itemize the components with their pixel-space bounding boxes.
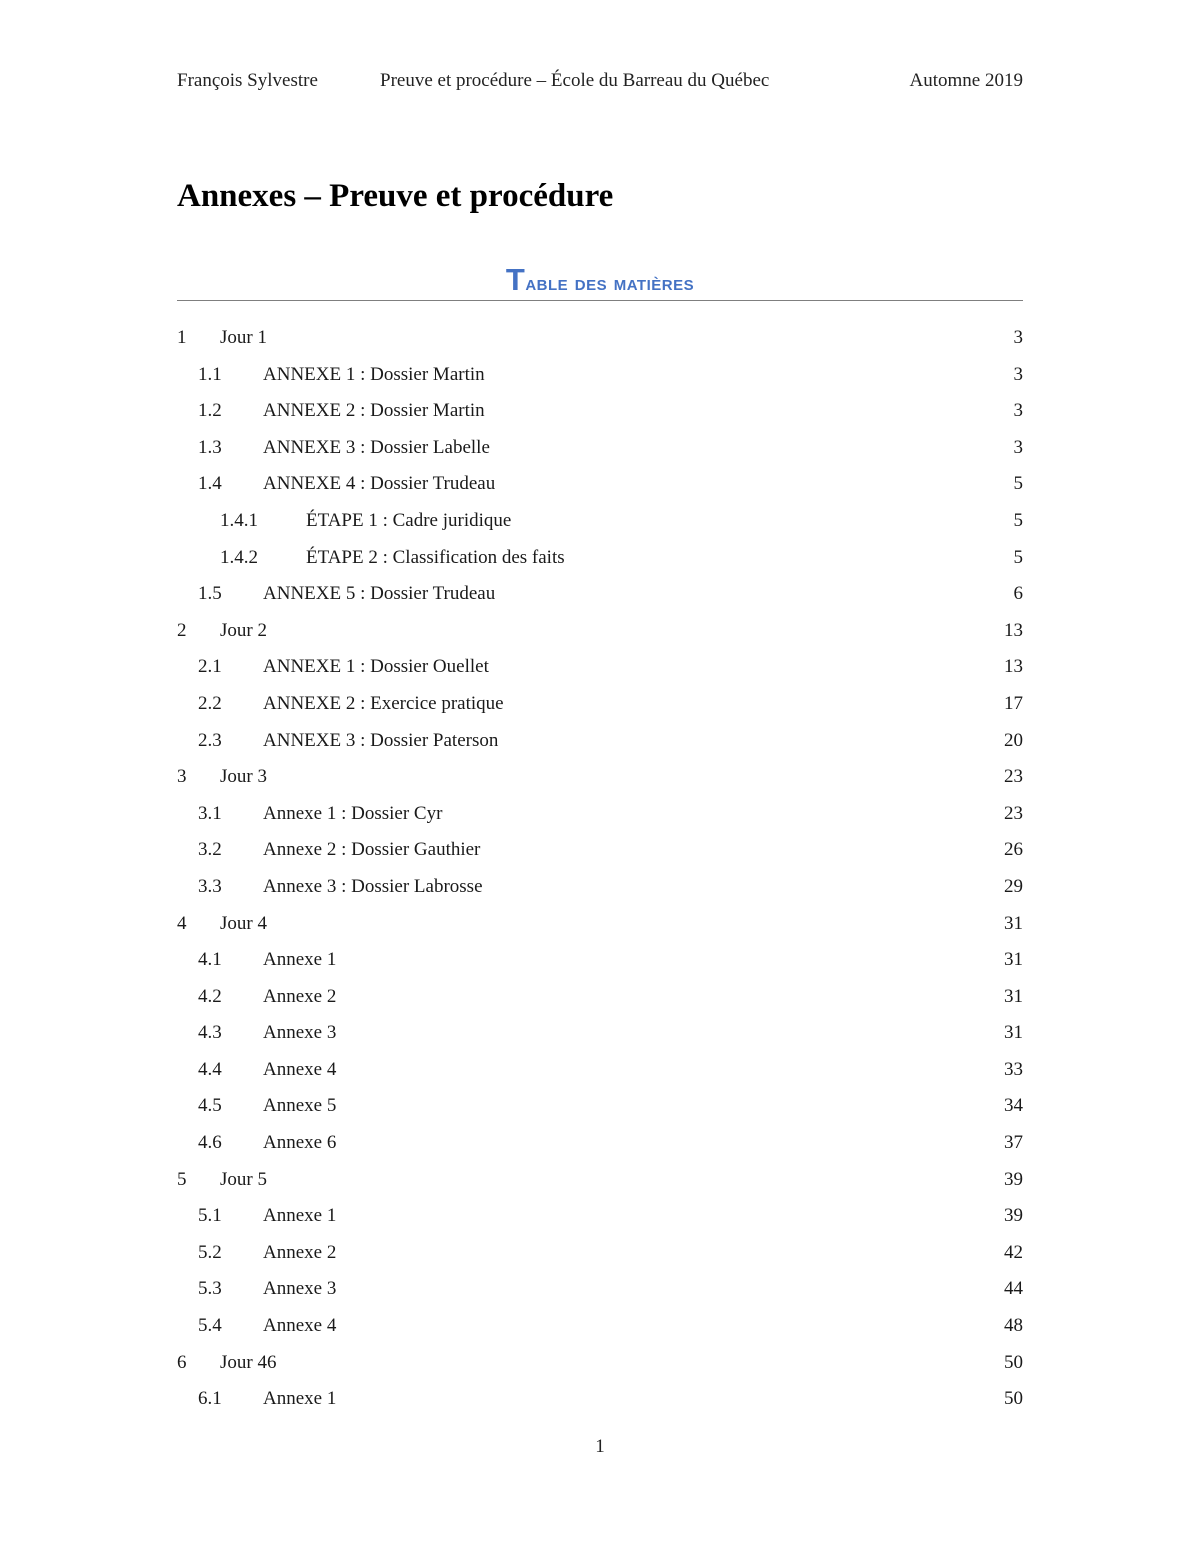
toc-entry[interactable] <box>177 759 1023 796</box>
toc-entry-number: 5.4 <box>198 1315 222 1337</box>
toc-entry-label: ANNEXE 2 : Exercice pratique <box>263 692 504 714</box>
toc-entry[interactable] <box>177 1345 1023 1382</box>
toc-entry-page: 13 <box>1004 649 1023 686</box>
footer-page-number: 1 <box>595 1436 605 1457</box>
toc-entry-page: 31 <box>1004 906 1023 943</box>
toc-entry-label: ANNEXE 1 : Dossier Martin <box>263 363 485 385</box>
toc-entry-page: 33 <box>1004 1052 1023 1089</box>
toc-entry-number: 1 <box>177 327 187 348</box>
toc-entry-label: ANNEXE 5 : Dossier Trudeau <box>263 583 496 605</box>
toc-entry[interactable] <box>177 869 1023 906</box>
toc-entry-number: 6.1 <box>198 1388 222 1410</box>
toc-entry-number: 5.2 <box>198 1241 222 1263</box>
toc-entry-number: 1.1 <box>198 363 222 385</box>
header-term: Automne 2019 <box>909 70 1023 91</box>
toc-entry[interactable] <box>177 1015 1023 1052</box>
toc-entry-label: Annexe 1 : Dossier Cyr <box>263 802 443 824</box>
toc-entry[interactable] <box>177 649 1023 686</box>
toc-entry-number: 2 <box>177 619 187 641</box>
toc-entry[interactable] <box>177 1088 1023 1125</box>
toc-entry-page: 3 <box>1014 393 1024 430</box>
toc-entry-number: 4.1 <box>198 949 222 971</box>
toc-entry-label: ANNEXE 4 : Dossier Trudeau <box>263 473 496 495</box>
toc-entry-page: 3 <box>1014 357 1024 394</box>
toc-entry-number: 4.2 <box>198 985 222 1007</box>
toc-entry-label: ANNEXE 3 : Dossier Labelle <box>263 436 490 458</box>
toc-entry-page: 23 <box>1004 796 1023 833</box>
toc-divider <box>177 300 1023 301</box>
toc-entry-label: Annexe 2 : Dossier Gauthier <box>263 839 481 861</box>
toc-entry-label: Annexe 6 <box>263 1132 337 1154</box>
toc-entry-label: ANNEXE 2 : Dossier Martin <box>263 400 485 422</box>
toc-entry[interactable] <box>177 540 1023 577</box>
toc-entry-number: 1.2 <box>198 400 222 422</box>
toc-entry-number: 5.3 <box>198 1278 222 1300</box>
toc-entry-number: 3.3 <box>198 875 222 897</box>
toc-entry-page: 29 <box>1004 869 1023 906</box>
toc-entry-label: ÉTAPE 1 : Cadre juridique <box>306 509 512 531</box>
toc-entry-number: 2.3 <box>198 729 222 751</box>
toc-entry-page: 6 <box>1014 576 1024 613</box>
toc-entry-page: 5 <box>1014 466 1024 503</box>
toc-entry-number: 4.6 <box>198 1132 222 1154</box>
toc-entry-label: Annexe 3 <box>263 1278 337 1300</box>
toc-entry[interactable] <box>177 942 1023 979</box>
toc-entry-label: Annexe 5 <box>263 1095 337 1117</box>
toc-entry-label: Jour 1 <box>220 327 267 348</box>
toc-entry[interactable] <box>177 1162 1023 1199</box>
toc-entry-page: 39 <box>1004 1162 1023 1199</box>
toc-entry-label: Annexe 3 <box>263 1022 337 1044</box>
running-header <box>177 70 1023 96</box>
toc-entry-page: 5 <box>1014 540 1024 577</box>
toc-entry[interactable] <box>177 576 1023 613</box>
toc-entry-label: Jour 3 <box>220 766 267 788</box>
toc-entry[interactable] <box>177 906 1023 943</box>
toc-entry[interactable] <box>177 503 1023 540</box>
header-course: Preuve et procédure – École du Barreau du Québec <box>380 70 770 91</box>
toc-entry[interactable] <box>177 832 1023 869</box>
toc-entry-label: Jour 2 <box>220 619 267 641</box>
toc-entry-label: Annexe 1 <box>263 949 337 971</box>
toc-entry-number: 5 <box>177 1168 187 1190</box>
toc-entry[interactable] <box>177 320 1023 357</box>
toc-entry-label: Jour 5 <box>220 1168 267 1190</box>
toc-entry-page: 31 <box>1004 1015 1023 1052</box>
toc-entry-page: 3 <box>1014 320 1024 357</box>
toc-entry-page: 50 <box>1004 1345 1023 1382</box>
toc-entry-label: Annexe 4 <box>263 1315 337 1337</box>
toc-entry-page: 48 <box>1004 1308 1023 1345</box>
toc-entry[interactable] <box>177 1271 1023 1308</box>
toc-entry-page: 37 <box>1004 1125 1023 1162</box>
toc-entry-number: 2.2 <box>198 692 222 714</box>
toc-entry-page: 39 <box>1004 1198 1023 1235</box>
toc-entry-label: Annexe 2 <box>263 1241 337 1263</box>
toc-entry-page: 3 <box>1014 430 1024 467</box>
toc-entry-number: 6 <box>177 1351 187 1373</box>
toc-entry-label: Jour 4 <box>220 912 267 934</box>
toc-entry-number: 1.3 <box>198 436 222 458</box>
toc-entry[interactable] <box>177 1198 1023 1235</box>
toc-entry-number: 1.4.2 <box>220 546 258 568</box>
header-author: François Sylvestre <box>177 70 318 91</box>
toc-entry-number: 5.1 <box>198 1205 222 1227</box>
toc-entry[interactable] <box>177 723 1023 760</box>
toc-entry-label: Annexe 3 : Dossier Labrosse <box>263 875 483 897</box>
toc-entry-number: 1.4 <box>198 473 222 495</box>
toc-entry-label: Annexe 1 <box>263 1388 337 1410</box>
toc-entry-page: 42 <box>1004 1235 1023 1272</box>
toc-entry-page: 13 <box>1004 613 1023 650</box>
toc-entry-label: Jour 46 <box>220 1351 277 1373</box>
toc-entry[interactable] <box>177 613 1023 650</box>
toc-entry-number: 2.1 <box>198 656 222 678</box>
toc-entry[interactable] <box>177 1308 1023 1345</box>
toc-entry-number: 4.4 <box>198 1058 222 1080</box>
toc-entry[interactable] <box>177 979 1023 1016</box>
toc-entry-label: ANNEXE 3 : Dossier Paterson <box>263 729 499 751</box>
toc-entry[interactable] <box>177 796 1023 833</box>
toc-entry-page: 5 <box>1014 503 1024 540</box>
toc-heading-initial: T <box>505 262 526 297</box>
toc-entry[interactable] <box>177 393 1023 430</box>
toc-heading-rest: able des matières <box>525 270 695 295</box>
toc-entry-number: 4 <box>177 912 187 934</box>
toc-entry-label: ÉTAPE 2 : Classification des faits <box>306 546 565 568</box>
toc-entry-number: 3.2 <box>198 839 222 861</box>
toc-entry-number: 4.3 <box>198 1022 222 1044</box>
toc-entry-number: 3 <box>177 766 187 788</box>
toc-entry-page: 26 <box>1004 832 1023 869</box>
toc-entry-number: 1.5 <box>198 583 222 605</box>
toc-entry-page: 17 <box>1004 686 1023 723</box>
toc-entry[interactable] <box>177 1125 1023 1162</box>
toc-entry[interactable] <box>177 1235 1023 1272</box>
toc-entry[interactable] <box>177 357 1023 394</box>
toc-entry[interactable] <box>177 1381 1023 1418</box>
toc-entry[interactable] <box>177 1052 1023 1089</box>
document-title: Annexes – Preuve et procédure <box>177 178 614 214</box>
table-of-contents <box>177 320 1023 1418</box>
toc-entry-page: 44 <box>1004 1271 1023 1308</box>
toc-entry-number: 1.4.1 <box>220 509 258 531</box>
toc-entry-page: 50 <box>1004 1381 1023 1418</box>
toc-entry-number: 4.5 <box>198 1095 222 1117</box>
toc-entry-number: 3.1 <box>198 802 222 824</box>
toc-entry-page: 34 <box>1004 1088 1023 1125</box>
toc-heading <box>177 262 1023 298</box>
toc-entry[interactable] <box>177 686 1023 723</box>
toc-entry-label: ANNEXE 1 : Dossier Ouellet <box>263 656 489 678</box>
toc-entry-label: Annexe 4 <box>263 1058 337 1080</box>
toc-entry-page: 20 <box>1004 723 1023 760</box>
toc-entry-page: 31 <box>1004 942 1023 979</box>
toc-entry[interactable] <box>177 430 1023 467</box>
toc-entry-page: 31 <box>1004 979 1023 1016</box>
toc-entry[interactable] <box>177 466 1023 503</box>
toc-entry-label: Annexe 2 <box>263 985 337 1007</box>
toc-entry-page: 23 <box>1004 759 1023 796</box>
toc-entry-label: Annexe 1 <box>263 1205 337 1227</box>
